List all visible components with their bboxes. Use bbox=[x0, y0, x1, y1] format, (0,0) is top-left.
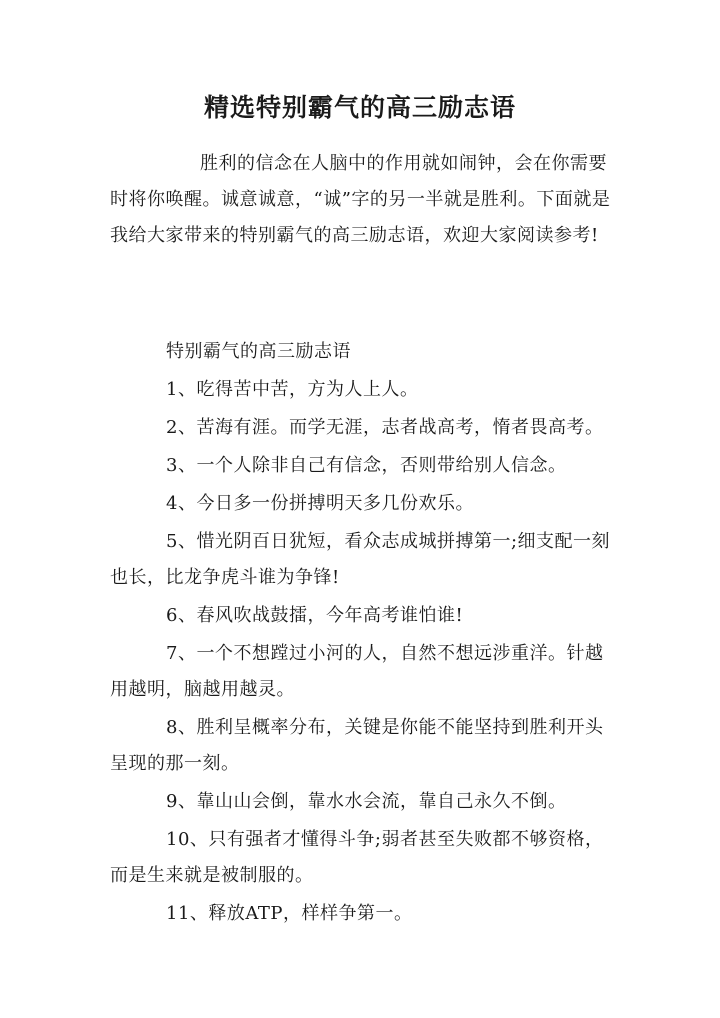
list-item: 4、今日多一份拼搏明天多几份欢乐。 bbox=[166, 493, 474, 514]
document-body bbox=[110, 334, 620, 932]
list-item: 11、释放ATP，样样争第一。 bbox=[166, 903, 413, 924]
list-item: 5、惜光阴百日犹短，看众志成城拼搏第一;细支配一刻也长，比龙争虎斗谁为争锋! bbox=[110, 531, 611, 588]
list-item: 3、一个人除非自己有信念，否则带给别人信念。 bbox=[166, 455, 567, 476]
intro-paragraph: 胜利的信念在人脑中的作用就如闹钟，会在你需要时将你唤醒。诚意诚意，“诚”字的另一半就是胜利。下面就是我给大家带来的特别霸气的高三励志语，欢迎大家阅读参考! bbox=[110, 153, 611, 246]
list-item: 2、苦海有涯。而学无涯，志者战高考，惰者畏高考。 bbox=[166, 417, 604, 438]
list-item: 8、胜利呈概率分布，关键是你能不能坚持到胜利开头呈现的那一刻。 bbox=[110, 717, 604, 774]
list-item: 6、春风吹战鼓擂，今年高考谁怕谁! bbox=[166, 605, 464, 626]
document-title: 精选特别霸气的高三励志语 bbox=[203, 93, 516, 122]
section-heading: 特别霸气的高三励志语 bbox=[166, 341, 351, 362]
list-item: 1、吃得苦中苦，方为人上人。 bbox=[166, 379, 419, 400]
list-item: 9、靠山山会倒，靠水水会流，靠自己永久不倒。 bbox=[166, 791, 567, 812]
list-item: 10、只有强者才懂得斗争;弱者甚至失败都不够资格，而是生来就是被制服的。 bbox=[110, 829, 604, 886]
list-item: 7、一个不想蹚过小河的人，自然不想远涉重洋。针越用越明，脑越用越灵。 bbox=[110, 643, 604, 700]
